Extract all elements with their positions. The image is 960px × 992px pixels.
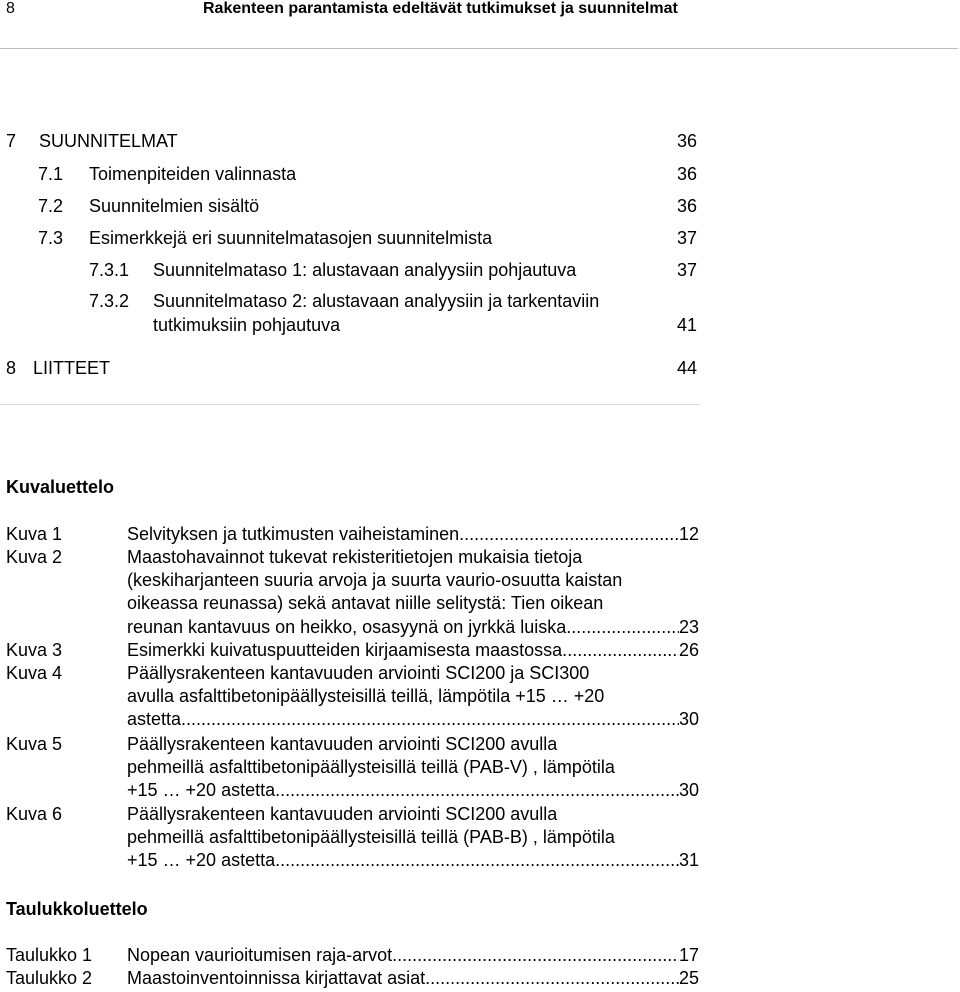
figure-page: 26 [678,639,699,660]
running-title: Rakenteen parantamista edeltävät tutkimukset ja suunnitelmat [203,0,678,17]
figure-label: Kuva 6 [6,804,63,824]
figure-caption-line: (keskiharjanteen suuria arvoja ja suurta vaurio-osuutta kaistan [127,570,623,591]
figure-caption-line: avulla asfalttibetonipäällysteisillä teillä, lämpötila +15 … +20 [127,686,605,707]
figure-page: 30 [678,709,699,730]
figure-page: 12 [678,523,699,544]
figure-label: Kuva 4 [6,663,63,683]
figure-page: 30 [678,780,699,801]
toc-entry-page: 36 [677,196,698,216]
table-label: Taulukko 2 [6,968,93,988]
toc-entry-page: 36 [677,131,698,151]
figure-caption-line: +15 … +20 astetta. [127,780,281,801]
figure-label: Kuva 5 [6,734,63,754]
figure-page: 31 [678,850,699,871]
toc-entry-title: SUUNNITELMAT [39,131,178,151]
toc-entry-title: Toimenpiteiden valinnasta [89,164,297,184]
toc-entry-number: 7.3.1 [89,260,130,280]
figure-label: Kuva 1 [6,524,63,544]
toc-entry-number: 7.1 [38,164,64,184]
figure-caption-line: Päällysrakenteen kantavuuden arviointi SCI200 avulla [127,803,558,824]
figures-heading: Kuvaluettelo [6,477,115,497]
toc-entry-title: Suunnitelmataso 1: alustavaan analyysiin pohjautuva [153,260,577,280]
figure-caption-line: oikeassa reunassa) sekä antavat niille selitystä: Tien oikean [127,593,604,614]
toc-entry-title: LIITTEET [33,358,111,378]
figure-caption-line: Päällysrakenteen kantavuuden arviointi SCI200 ja SCI300 [127,662,590,683]
leader-dots [181,708,679,731]
toc-entry-title: tutkimuksiin pohjautuva [153,315,341,335]
figure-caption-line: reunan kantavuus on heikko, osasyynä on jyrkkä luiska [127,616,567,637]
figure-caption-line: +15 … +20 astetta. [127,850,281,871]
figure-caption-line: Päällysrakenteen kantavuuden arviointi SCI200 avulla [127,733,558,754]
tables-heading: Taulukkoluettelo [6,899,148,919]
table-of-contents [0,0,960,440]
table-caption-line: Nopean vaurioitumisen raja-arvot [127,944,393,965]
toc-entry-page: 41 [677,315,698,335]
figure-caption-line: Maastohavainnot tukevat rekisteritietojen mukaisia tietoja [127,546,583,567]
leader-dots [464,523,679,546]
toc-entry-page: 36 [677,164,698,184]
toc-entry-title: Suunnitelmien sisältö [89,196,260,216]
figure-caption-line: Selvityksen ja tutkimusten vaiheistaminen. [127,523,465,544]
toc-entry-title: Esimerkkejä eri suunnitelmatasojen suunnitelmista [89,228,493,248]
leader-dots [280,779,679,802]
page-number: 8 [6,0,15,17]
toc-entry-title: Suunnitelmataso 2: alustavaan analyysiin ja tarkentaviin [153,291,600,311]
figure-caption-line: pehmeillä asfalttibetonipäällysteisillä teillä (PAB-B) , lämpötila [127,827,615,848]
figure-caption-line: Esimerkki kuivatuspuutteiden kirjaamisesta maastossa. [127,639,568,660]
figure-caption-line: astetta [127,709,182,730]
toc-entry-page: 44 [677,358,698,378]
toc-divider [0,404,700,405]
toc-entry-number: 7.3 [38,228,64,248]
leader-dots [566,616,679,639]
figure-page: 23 [678,616,699,637]
toc-entry-page: 37 [677,228,698,248]
table-page: 25 [678,967,699,988]
table-label: Taulukko 1 [6,945,93,965]
leader-dots [567,639,679,662]
leader-dots [430,967,679,990]
toc-entry-number: 7 [6,131,17,151]
toc-entry-page: 37 [677,260,698,280]
toc-entry-number: 7.3.2 [89,291,130,311]
toc-entry-number: 8 [6,358,17,378]
table-caption-line: Maastoinventoinnissa kirjattavat asiat. [127,967,431,988]
toc-entry-number: 7.2 [38,196,64,216]
figure-caption-line: pehmeillä asfalttibetonipäällysteisillä teillä (PAB-V) , lämpötila [127,757,615,778]
leader-dots [392,944,679,967]
table-page: 17 [678,944,699,965]
leader-dots [280,849,679,872]
figure-label: Kuva 3 [6,640,63,660]
figure-label: Kuva 2 [6,547,63,567]
